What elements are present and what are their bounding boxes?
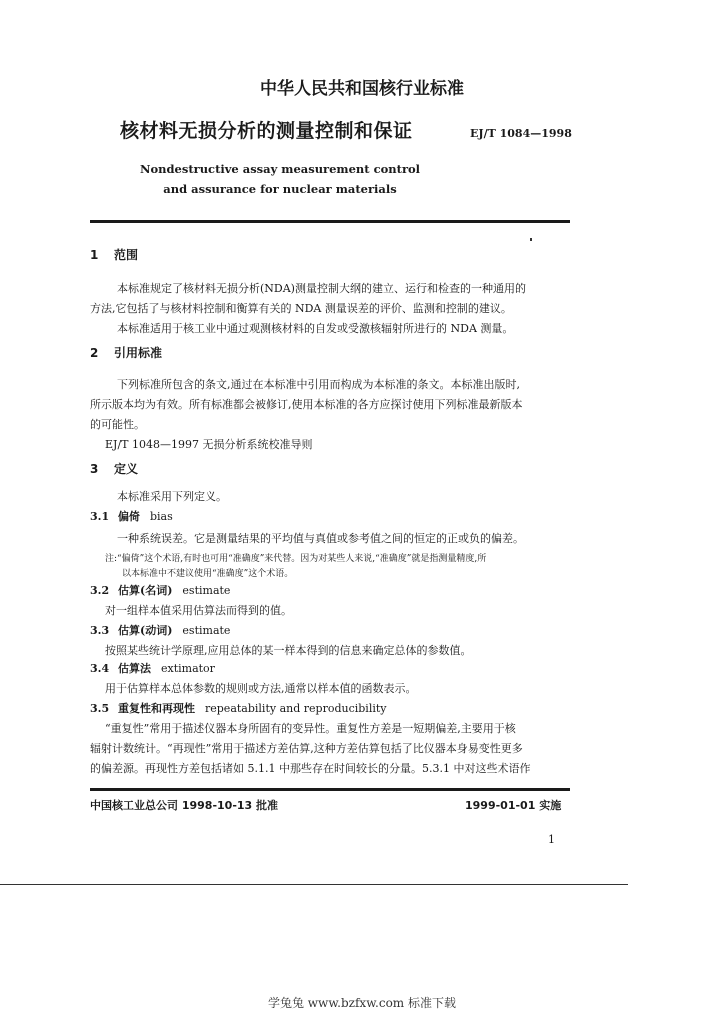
section-1-paragraph-1-line-2: 方法,它包括了与核材料控制和衡算有关的 NDA 测量误差的评价、监测和控制的建议。 (90, 302, 512, 315)
document-title-chinese: 核材料无损分析的测量控制和保证 (120, 120, 413, 142)
implementation-date: 1999-01-01 实施 (465, 799, 562, 812)
definition-3-4-heading (90, 660, 215, 676)
definition-3-1-note-line-2: 以本标准中不建议使用“准确度”这个术语。 (122, 569, 294, 579)
term-english: estimate (182, 624, 231, 637)
term-chinese: 估算(动词) (118, 624, 173, 637)
term-english: estimate (182, 584, 231, 597)
definition-number: 3.2 (90, 584, 110, 597)
definition-3-2-text: 对一组样本值采用估算法而得到的值。 (105, 604, 292, 617)
scan-speck (530, 238, 532, 241)
section-number: 1 (90, 248, 99, 262)
section-number: 2 (90, 346, 99, 360)
definition-3-3-heading (90, 622, 230, 638)
section-2-paragraph-line-2: 所示版本均为有效。所有标准都会被修订,使用本标准的各方应探讨使用下列标准最新版本 (90, 398, 523, 411)
footer-divider (90, 788, 570, 791)
document-title-english-line-2: and assurance for nuclear materials (163, 182, 397, 196)
definition-3-4-text: 用于估算样本总体参数的规则或方法,通常以样本值的函数表示。 (105, 682, 417, 695)
definition-3-3-text: 按照某些统计学原理,应用总体的某一样本得到的信息来确定总体的参数值。 (105, 644, 472, 657)
document-title-english-line-1: Nondestructive assay measurement control (139, 162, 421, 176)
definition-3-1-text: 一种系统误差。它是测量结果的平均值与真值或参考值之间的恒定的正或负的偏差。 (117, 532, 524, 545)
definition-3-1-note-line-1: 注:“偏倚”这个术语,有时也可用“准确度”来代替。因为对某些人来说,“准确度”就是指测量精度,所 (105, 554, 487, 564)
term-chinese: 偏倚 (118, 510, 140, 523)
definition-number: 3.5 (90, 702, 110, 715)
definition-3-5-heading (90, 700, 387, 716)
section-number: 3 (90, 462, 99, 476)
definition-3-1-heading (90, 508, 173, 524)
section-2-paragraph-line-3: 的可能性。 (90, 418, 145, 431)
term-chinese: 估算(名词) (118, 584, 173, 597)
referenced-standard: EJ/T 1048—1997 无损分析系统校准导则 (105, 438, 313, 451)
approval-statement: 中国核工业总公司 1998-10-13 批准 (90, 799, 279, 812)
section-title: 范围 (114, 248, 139, 262)
definition-3-2-heading (90, 582, 230, 598)
header-divider (90, 220, 570, 223)
page-edge-line (0, 884, 628, 885)
term-english: extimator (161, 662, 215, 675)
term-english: repeatability and reproducibility (205, 702, 387, 715)
section-1-paragraph-1-line-1: 本标准规定了核材料无损分析(NDA)测量控制大纲的建立、运行和检查的一种通用的 (117, 282, 526, 295)
definition-number: 3.3 (90, 624, 110, 637)
section-3-intro: 本标准采用下列定义。 (117, 490, 227, 503)
section-2-paragraph-line-1: 下列标准所包含的条文,通过在本标准中引用而构成为本标准的条文。本标准出版时, (117, 378, 520, 391)
download-watermark: 学兔兔 www.bzfxw.com 标准下载 (267, 996, 457, 1010)
section-1-paragraph-2: 本标准适用于核工业中通过观测核材料的自发或受激核辐射所进行的 NDA 测量。 (117, 322, 514, 335)
term-chinese: 估算法 (118, 662, 151, 675)
term-english: bias (150, 510, 173, 523)
page-number: 1 (548, 833, 555, 846)
section-title: 引用标准 (114, 346, 163, 360)
section-2-heading (90, 344, 162, 361)
term-chinese: 重复性和再现性 (118, 702, 195, 715)
standard-organization: 中华人民共和国核行业标准 (260, 79, 464, 99)
definition-number: 3.1 (90, 510, 110, 523)
definition-number: 3.4 (90, 662, 110, 675)
section-3-heading (90, 460, 138, 477)
definition-3-5-text-line-3: 的偏差源。再现性方差包括诸如 5.1.1 中那些存在时间较长的分量。5.3.1 中对这些术语作 (90, 762, 531, 775)
section-title: 定义 (114, 462, 139, 476)
section-1-heading (90, 246, 138, 263)
standard-number: EJ/T 1084—1998 (470, 127, 572, 140)
definition-3-5-text-line-1: “重复性”常用于描述仪器本身所固有的变异性。重复性方差是一短期偏差,主要用于核 (105, 722, 516, 735)
definition-3-5-text-line-2: 辐射计数统计。“再现性”常用于描述方差估算,这种方差估算包括了比仪器本身易变性更多 (90, 742, 523, 755)
